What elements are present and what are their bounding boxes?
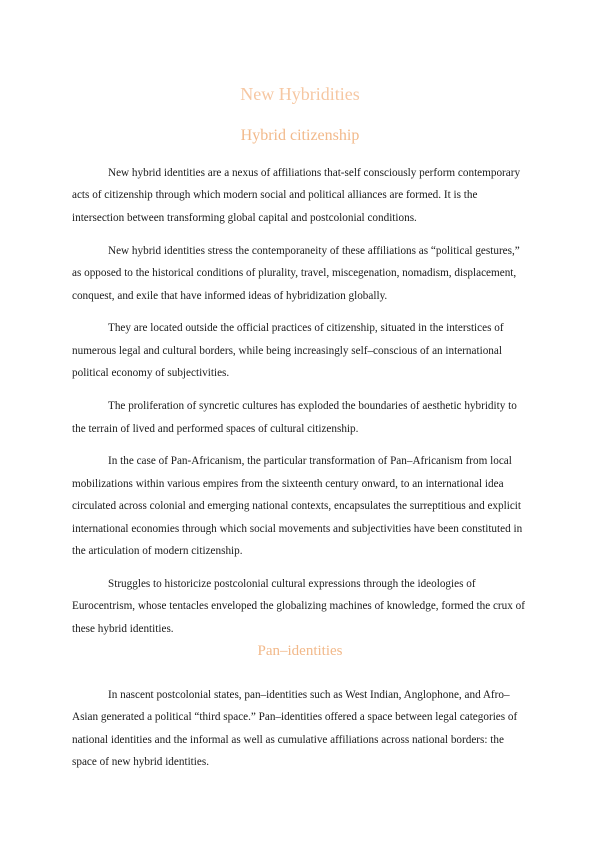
paragraph: New hybrid identities are a nexus of affiliations that-self consciously perform contemporary acts of citizenship through which modern social and political alliances are formed. It is the intersection between transforming global capital and postcolonial conditions. xyxy=(72,167,521,224)
section-heading-pan-identities: Pan–identities xyxy=(257,643,343,659)
section-body-pan-identities xyxy=(72,684,528,784)
paragraph: Struggles to historicize postcolonial cultural expressions through the ideologies of Eurocentrism, whose tentacles enveloped the globalizing machines of knowledge, formed the crux of these hybrid identities. xyxy=(72,578,525,635)
paragraph: New hybrid identities stress the contemporaneity of these affiliations as “political gestures,” as opposed to the historical conditions of plurality, travel, miscegenation, nomadism, displacement, conquest, and exile that have informed ideas of hybridization globally. xyxy=(72,244,520,302)
paragraph: In the case of Pan-Africanism, the particular transformation of Pan–Africanism from local mobilizations within various empires from the sixteenth century onward, to an international idea circulated across colonial and emerging national contexts, encapsulates the surreptitious and explicit international economies through which social movements and subjectivities have been constituted in the articulation of modern citizenship. xyxy=(72,455,523,558)
paragraph: The proliferation of syncretic cultures has exploded the boundaries of aesthetic hybridity to the terrain of lived and performed spaces of cultural citizenship. xyxy=(72,400,517,435)
section-body-hybrid-citizenship xyxy=(72,162,528,651)
section-heading-hybrid-citizenship: Hybrid citizenship xyxy=(240,127,360,144)
paragraph: In nascent postcolonial states, pan–identities such as West Indian, Anglophone, and Afro–Asian generated a political “third space.” Pan–identities offered a space between legal categories of national identities and the informal as well as cumulative affiliations across national borders: the space of new hybrid identities. xyxy=(72,689,518,769)
document-title: New Hybridities xyxy=(240,84,360,104)
paragraph: They are located outside the official practices of citizenship, situated in the interstices of numerous legal and cultural borders, while being increasingly self–conscious of an international political economy of subjectivities. xyxy=(72,322,504,380)
